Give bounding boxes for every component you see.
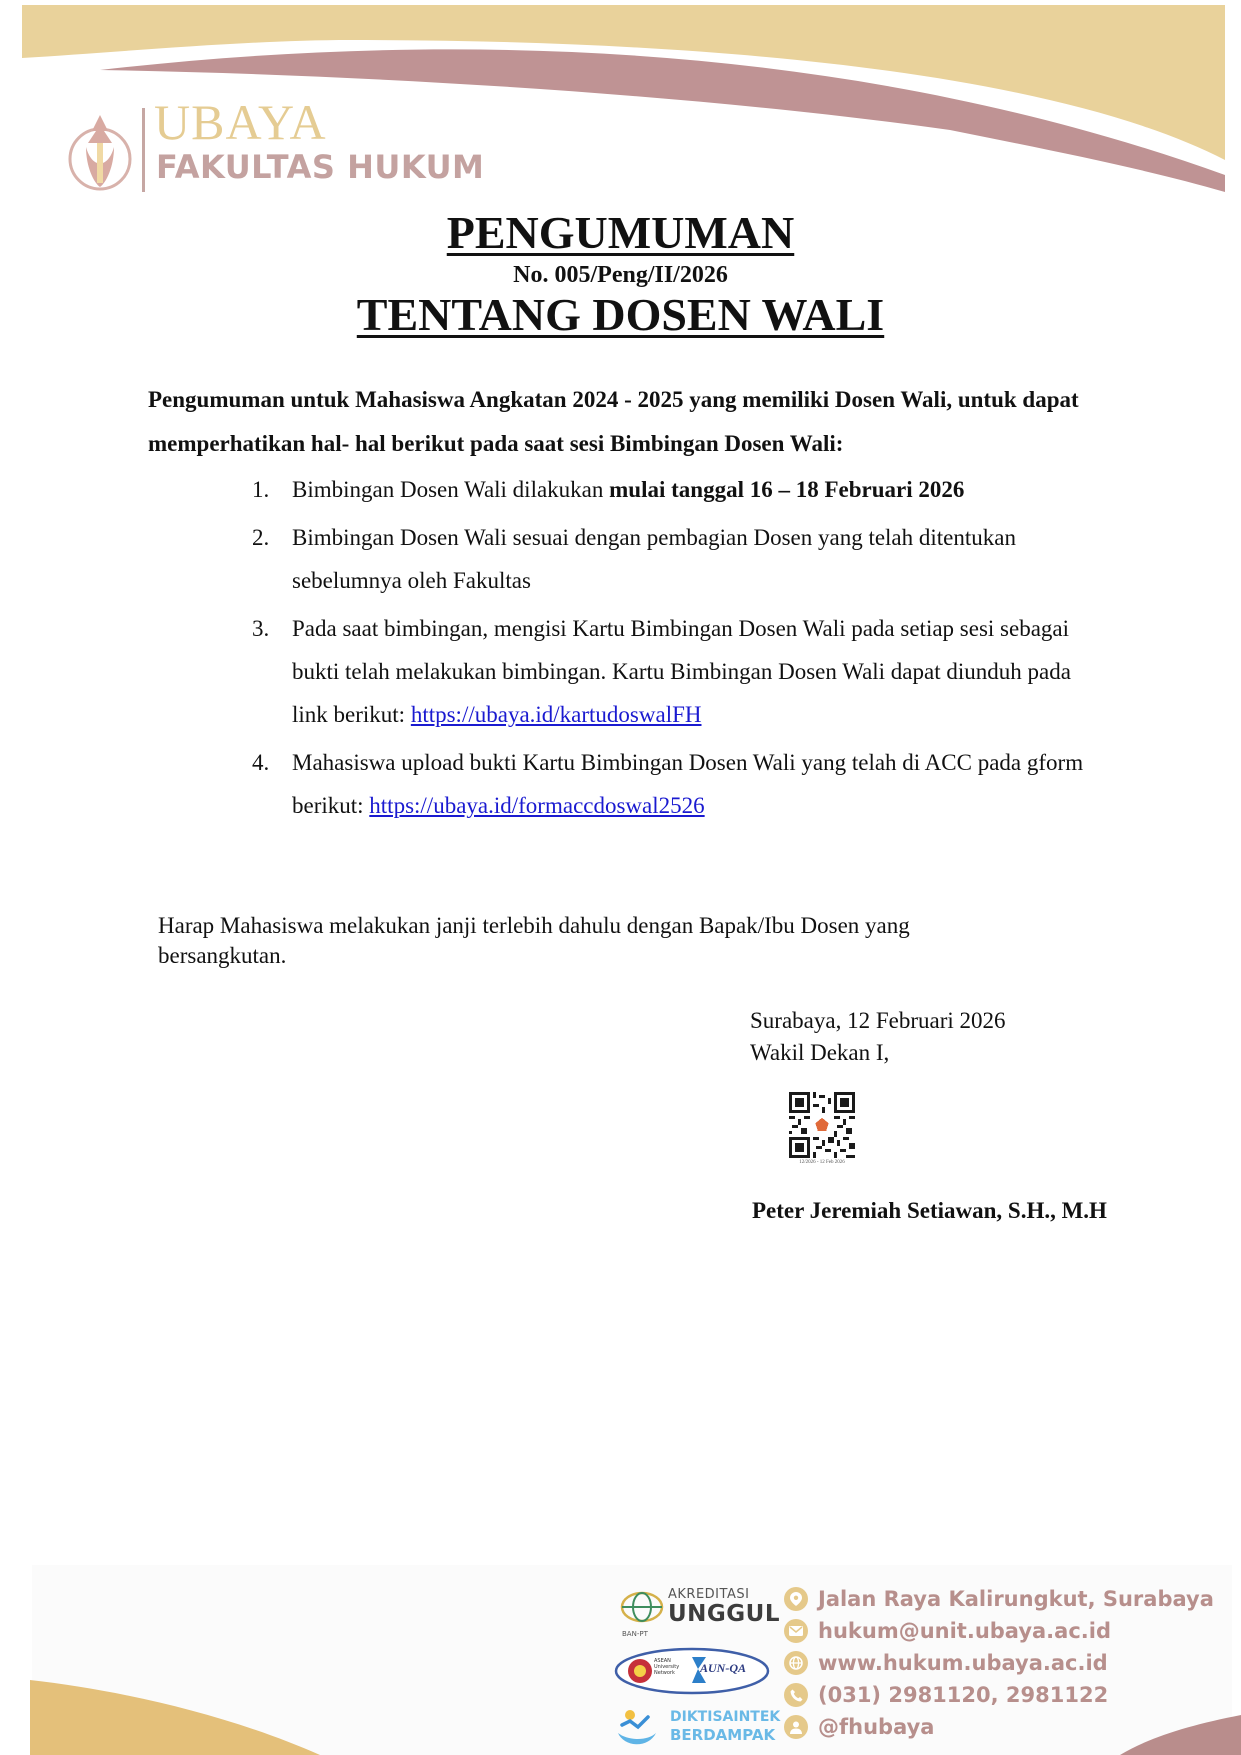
list-item-text: Bimbingan Dosen Wali dilakukan <box>292 477 610 502</box>
contact-website <box>784 1647 1234 1679</box>
signer-position: Wakil Dekan I, <box>750 1040 890 1065</box>
logo-university-name: UBAYA <box>154 94 327 150</box>
closing-note: Harap Mahasiswa melakukan janji terlebih dahulu dengan Bapak/Ibu Dosen yang bersangkutan. <box>158 913 910 968</box>
place-date: Surabaya, 12 Februari 2026 <box>750 1008 1006 1033</box>
location-pin-icon <box>784 1587 808 1611</box>
gform-upload-link[interactable]: https://ubaya.id/formaccdoswal2526 <box>369 793 705 818</box>
contact-phone <box>784 1679 1234 1711</box>
qr-caption: 12/2026 - 12 Feb 2026 <box>799 1160 845 1165</box>
list-item-text: Mahasiswa upload bukti Kartu Bimbingan Dosen Wali yang telah di ACC pada gform berikut: <box>292 750 1084 818</box>
contact-address <box>784 1583 1234 1615</box>
list-item-text: Pada saat bimbingan, mengisi Kartu Bimbingan Dosen Wali pada setiap sesi sebagai bukti telah melakukan bimbingan. Kartu Bimbingan Dosen Wali dapat diunduh pada link berikut: <box>292 616 1071 727</box>
contact-text: Jalan Raya Kalirungkut, Surabaya <box>818 1587 1214 1611</box>
aun-qa-badge-icon <box>614 1645 770 1695</box>
contact-text[interactable]: www.hukum.ubaya.ac.id <box>818 1651 1108 1675</box>
kartu-bimbingan-link[interactable]: https://ubaya.id/kartudoswalFH <box>410 702 702 727</box>
faculty-logo <box>66 94 506 195</box>
list-number: 2. <box>252 525 270 550</box>
contact-text[interactable]: @fhubaya <box>818 1715 935 1739</box>
list-number: 1. <box>252 477 270 502</box>
qr-signature-icon <box>789 1092 855 1158</box>
list-item <box>252 516 1112 602</box>
ubaya-emblem-icon <box>66 109 134 193</box>
contact-social <box>784 1711 1234 1743</box>
phone-icon <box>784 1683 808 1707</box>
list-number: 4. <box>252 750 270 775</box>
ban-pt-label: BAN-PT <box>622 1630 648 1638</box>
accreditation-small-label: AKREDITASI <box>668 1587 750 1602</box>
announcement-intro: Pengumuman untuk Mahasiswa Angkatan 2024 - 2025 yang memiliki Dosen Wali, untuk dapat memperhatikan hal- hal berikut pada saat sesi Bimbingan Dosen Wali: <box>148 387 1079 456</box>
list-item-text: Bimbingan Dosen Wali sesuai dengan pembagian Dosen yang telah ditentukan sebelumnya oleh Fakultas <box>292 525 1016 593</box>
announcement-number: No. 005/Peng/II/2026 <box>513 262 728 288</box>
list-item <box>252 741 1112 827</box>
accreditation-grade: UNGGUL <box>668 1601 781 1627</box>
logo-faculty-name: FAKULTAS HUKUM <box>156 148 485 186</box>
mail-icon <box>784 1619 808 1643</box>
instruction-list <box>252 468 1112 832</box>
user-icon <box>784 1715 808 1739</box>
list-item <box>252 468 1112 511</box>
contact-text: (031) 2981120, 2981122 <box>818 1683 1109 1707</box>
signature-block <box>750 1005 1006 1069</box>
diktisaintek-label: DIKTISAINTEK <box>670 1709 781 1725</box>
list-number: 3. <box>252 616 270 641</box>
contact-text[interactable]: hukum@unit.ubaya.ac.id <box>818 1619 1111 1643</box>
aun-qa-label: AUN-QA <box>700 1661 747 1675</box>
announcement-subject: TENTANG DOSEN WALI <box>356 289 885 340</box>
globe-icon <box>784 1651 808 1675</box>
contact-email <box>784 1615 1234 1647</box>
faculty-contacts <box>784 1583 1234 1743</box>
berdampak-label: BERDAMPAK <box>670 1726 776 1744</box>
diktisaintek-icon <box>614 1703 658 1749</box>
signer-name: Peter Jeremiah Setiawan, S.H., M.H <box>752 1198 1107 1223</box>
list-item-bold-date: mulai tanggal 16 – 18 Februari 2026 <box>609 477 965 502</box>
announcement-title: PENGUMUMAN <box>446 207 795 258</box>
ban-pt-globe-icon <box>620 1589 664 1629</box>
asean-network-label: ASEAN University Network <box>654 1658 680 1676</box>
list-item <box>252 607 1112 736</box>
logo-divider <box>142 108 145 192</box>
accreditation-badges <box>614 1585 781 1755</box>
